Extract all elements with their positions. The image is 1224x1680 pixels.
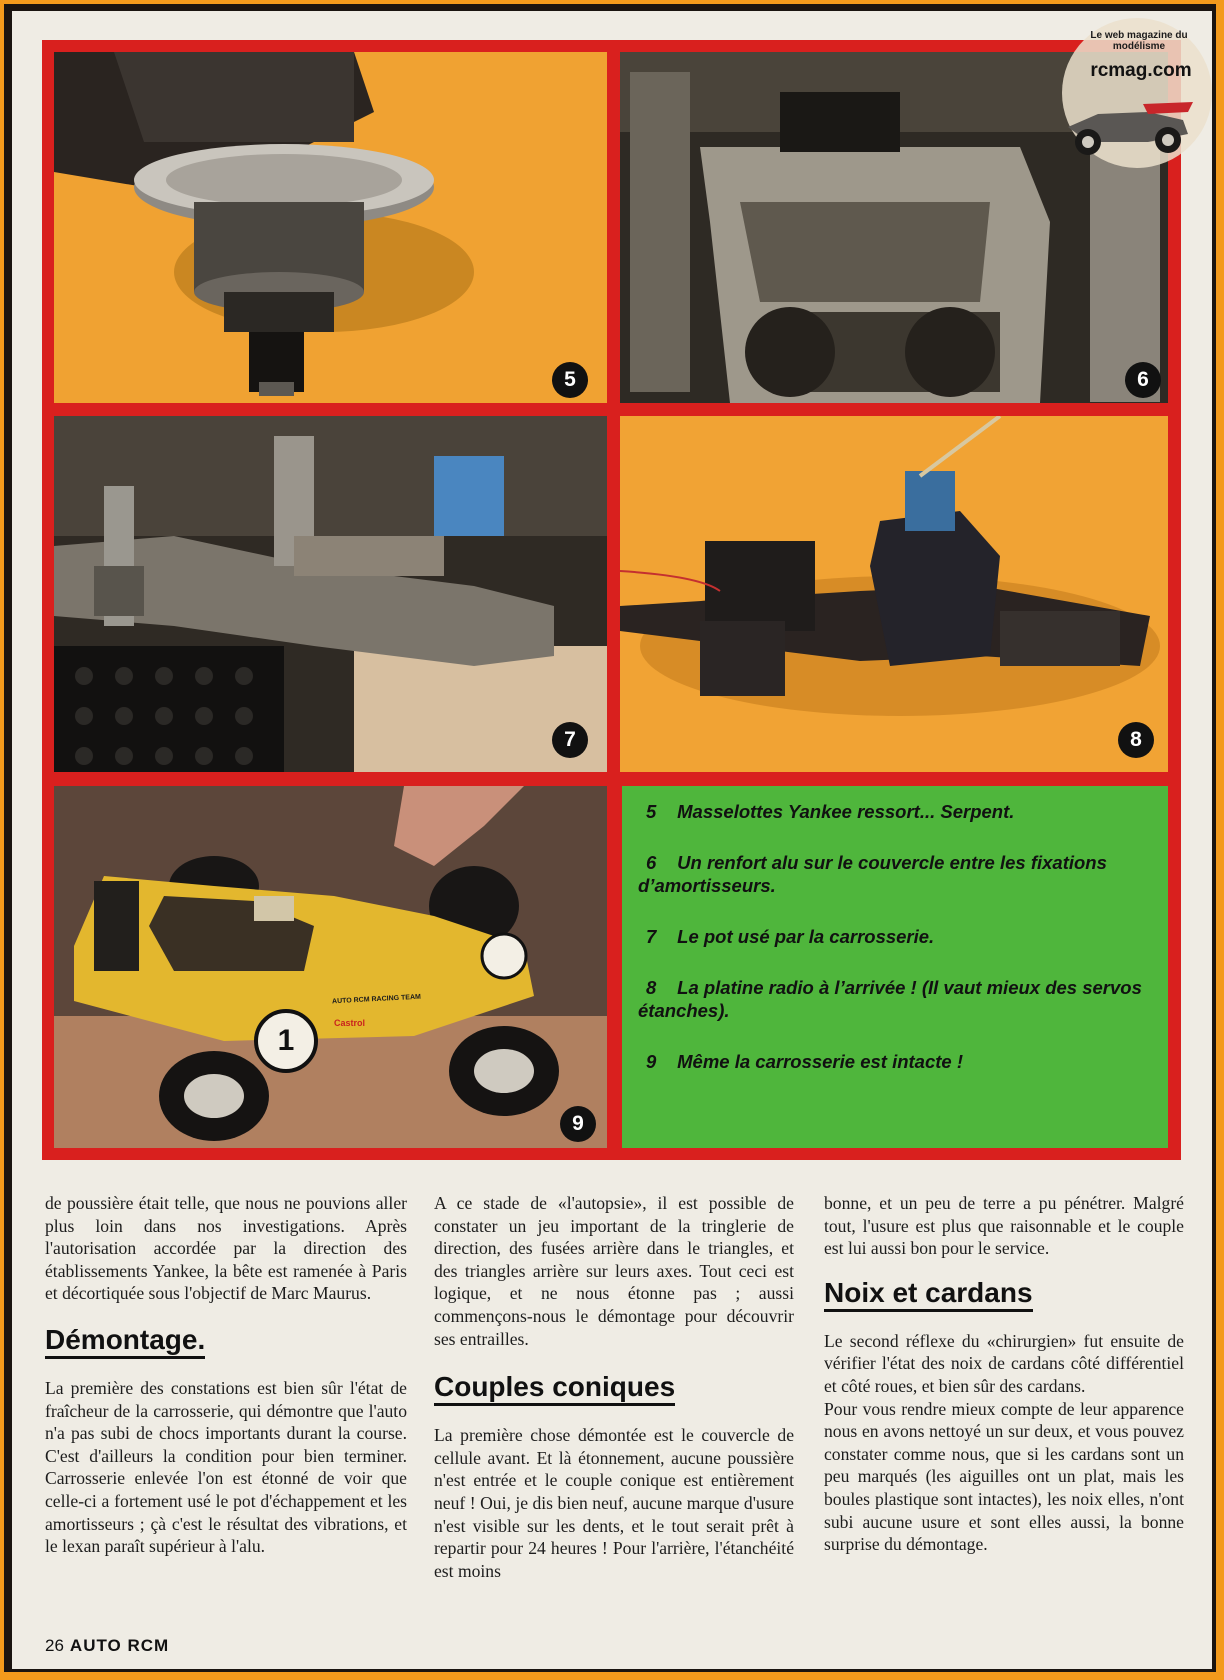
column-3-intro: bonne, et un peu de terre a pu pénétrer. Malgré tout, l'usure est plus que raisonnable et le couple est lui aussi bon pour le service. [824,1193,1184,1259]
article-column-2 [434,1192,794,1582]
magazine-name: AUTO RCM [69,1636,170,1655]
photo-5-number: 5 [552,362,588,398]
buggy-number-decal: 1 [277,1024,295,1057]
buggy-team-decal: AUTO RCM RACING TEAM [331,993,422,1006]
caption-7: 7 Le pot usé par la carrosserie. [646,926,935,947]
column-1-body: La première des constations est bien sûr l'état de fraîcheur de la carrosserie, qui démontre que l'auto n'a pas subi de chocs importants durant la course. C'est d'ailleurs la condition pour bien terminer. Carrosserie enlevée l'on est étonné de voir que celle-ci a fortement usé le pot d'échappement et les amortisseurs ; çà c'est le résultat des vibrations, et le lexan paraît supérieur à l'alu. [45,1377,407,1557]
caption-box [622,786,1168,1148]
heading-noix-et-cardans: Noix et cardans [824,1278,1033,1312]
column-2-body: La première chose démontée est le couvercle de cellule avant. Et là étonnement, aucune poussière n'est entrée et le couple conique est entièrement neuf ! Oui, je dis bien neuf, aucune marque d'usure n'est visible sur les dents, et le tout serait prêt à repartir pour 24 heures ! Pour l'arrière, l'étanchéité est moins [434,1425,794,1581]
column-3-body-2: Pour vous rendre mieux compte de leur apparence nous en avons nettoyé un sur deux, et vous pouvez constater comme nous, que si les cardans sont un peu marqués (les aiguilles ont un plat, mais les boules plastique sont intactes), les noix elles, n'ont subi aucune usure et sont elles aussi, la bonne surprise du démontage. [824,1398,1184,1555]
caption-9: 9 Même la carrosserie est intacte ! [646,1051,964,1072]
watermark-site: rcmag.com [1090,60,1192,81]
article-column-1 [45,1192,407,1558]
column-1-intro: de poussière était telle, que nous ne pouvions aller plus loin dans nos investigations. Après l'autorisation accordée par la direction des établissements Yankee, la bête est ramenée à Paris et décortiquée sous l'objectif de Marc Maurus. [45,1193,407,1304]
photo-9-yellow-buggy [54,786,607,1148]
photo-9-number: 9 [560,1106,596,1142]
photo-7-exhaust-pipe [54,416,607,772]
page-footer [45,1636,169,1656]
watermark-tagline: Le web magazine du modélisme [1090,30,1188,52]
heading-demontage: Démontage. [45,1325,205,1359]
watermark-buggy-icon [1058,92,1198,162]
page-number: 26 [45,1636,64,1655]
buggy-brand-decal: Castrol [334,1018,366,1028]
heading-couples-coniques: Couples coniques [434,1372,675,1406]
photo-6-number: 6 [1125,362,1161,398]
caption-8: 8 La platine radio à l’arrivée ! (Il vaut mieux des servos étanches). [638,977,1142,1021]
caption-6: 6 Un renfort alu sur le couvercle entre les fixations d’amortisseurs. [638,852,1107,896]
column-3-body-1: Le second réflexe du «chirurgien» fut ensuite de vérifier l'état des noix de cardans côté différentiel et côté roues, et bien sûr des cardans. [824,1330,1184,1396]
column-2-intro: A ce stade de «l'autopsie», il est possible de constater un jeu important de la tringlerie de direction, des fusées arrière dans le triangles, et des triangles arrière sur leurs axes. Tout ceci est logique, et ne nous étonne pas ; aussi commençons-nous le démontage pour découvrir ses entrailles. [434,1193,794,1349]
photo-8-number: 8 [1118,722,1154,758]
photo-7-number: 7 [552,722,588,758]
photo-5-clutch-bell [54,52,607,403]
caption-5: 5 Masselottes Yankee ressort... Serpent. [646,801,1015,822]
article-column-3 [824,1192,1184,1556]
photo-8-radio-plate [620,416,1168,772]
